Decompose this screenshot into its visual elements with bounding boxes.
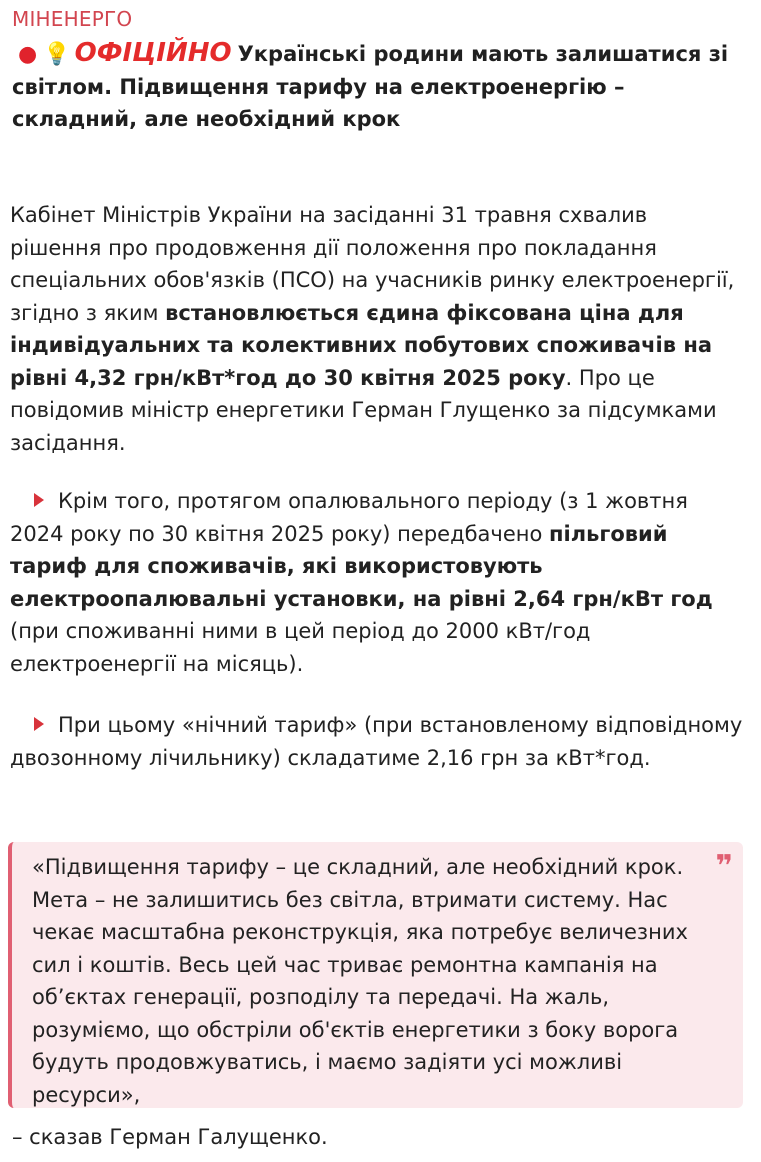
paragraph-2-bold: пільговий тариф для споживачів, які використовують електроопалювальні установки, на рівні 2,64 грн/кВт год bbox=[10, 521, 713, 611]
paragraph-1-bold: встановлюється єдина фіксована ціна для індивідуальних та колективних побутових споживачів на рівні 4,32 грн/кВт*год до 30 квітня 2025 року bbox=[10, 300, 712, 390]
red-dot-icon: ● bbox=[18, 42, 38, 67]
paragraph-1 bbox=[10, 199, 745, 459]
post-headline bbox=[12, 37, 747, 135]
quote-block bbox=[8, 842, 743, 1108]
quote-attribution: – сказав Герман Галущенко. bbox=[12, 1125, 328, 1149]
triangle-bullet-icon bbox=[34, 717, 44, 731]
channel-name[interactable]: МІНЕНЕРГО bbox=[12, 7, 133, 31]
lightbulb-icon: 💡 bbox=[43, 42, 71, 67]
paragraph-1-text-after: . Про це повідомив міністр енергетики Герман Глущенко за підсумками засідання. bbox=[10, 365, 717, 455]
paragraph-2 bbox=[10, 485, 745, 680]
paragraph-3 bbox=[10, 709, 745, 774]
paragraph-2-text-after: (при споживанні ними в цей період до 2000 кВт/год електроенергії на місяць). bbox=[10, 619, 591, 676]
official-label: ОФІЦІЙНО bbox=[74, 38, 232, 68]
triangle-bullet-icon bbox=[34, 493, 44, 507]
paragraph-3-text: При цьому «нічний тариф» (при встановленому відповідному двозонному лічильнику) складатиме 2,16 грн за кВт*год. bbox=[10, 713, 743, 770]
paragraph-1-text: Кабінет Міністрів України на засіданні 31 травня схвалив рішення про продовження дії положення про покладання спеціальних обов'язків (ПСО) на учасників ринку електроенергії, згідно з яким bbox=[10, 203, 735, 325]
quote-mark-icon: ❞ bbox=[715, 849, 733, 884]
headline-text: Українські родини мають залишатися зі світлом. Підвищення тарифу на електроенергію – складний, але необхідний крок bbox=[12, 42, 729, 131]
quote-text: «Підвищення тарифу – це складний, але необхідний крок. Мета – не залишитись без світла, втримати систему. Нас чекає масштабна реконструкція, яка потребує величезних сил і коштів. Весь цей час триває ремонтна кампанія на об’єктах генерації, розподілу та передачі. На жаль, розуміємо, що обстріли об'єктів енергетики з боку ворога будуть продовжуватись, і маємо задіяти усі можливі ресурси», bbox=[32, 855, 688, 1107]
paragraph-2-text: Крім того, протягом опалювального періоду (з 1 жовтня 2024 року по 30 квітня 2025 року) передбачено bbox=[10, 489, 688, 546]
